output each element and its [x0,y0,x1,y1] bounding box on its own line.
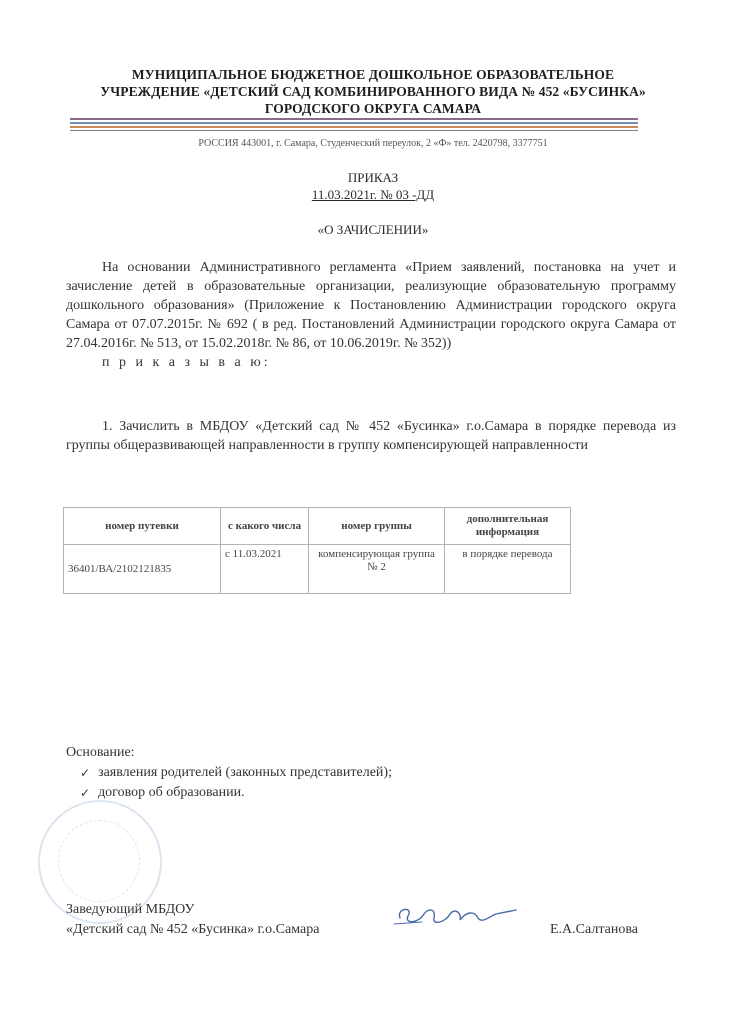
order-title: ПРИКАЗ [347,170,399,185]
header-additional-info: дополнительная информация [444,508,570,545]
grounds-item-2: договор об образовании. [98,785,245,800]
header-rule-1 [70,118,638,120]
list-item [80,763,392,783]
enrollment-table [63,507,571,594]
grounds-block [66,743,392,803]
header-rule-4 [70,130,638,131]
item-1-block [66,417,676,455]
signatory-position [66,900,319,940]
cell-additional-info: в порядке перевода [444,545,570,594]
header-group-number: номер группы [309,508,445,545]
basis-paragraph-block [66,258,676,372]
address-line: РОССИЯ 443001, г. Самара, Студенческий переулок, 2 «Ф» тел. 2420798, 3377751 [198,138,548,149]
cell-group-number: компенсирующая группа № 2 [309,545,445,594]
signatory-position-line-2: «Детский сад № 452 «Бусинка» г.о.Самара [66,922,320,937]
order-subject: «О ЗАЧИСЛЕНИИ» [317,222,429,237]
header-line-1: МУНИЦИПАЛЬНОЕ БЮДЖЕТНОЕ ДОШКОЛЬНОЕ ОБРАЗОВАТЕЛЬНОЕ [131,67,615,82]
header-line-3: ГОРОДСКОГО ОКРУГА САМАРА [264,101,482,116]
organization-header [60,66,686,117]
check-icon: ✓ [80,786,91,800]
check-icon: ✓ [80,766,91,780]
order-number: 11.03.2021г. № 03 -ДД [311,187,435,202]
header-voucher-number: номер путевки [64,508,221,545]
cell-voucher-number: 36401/ВА/2102121835 [64,545,221,594]
table-row [64,545,571,594]
basis-paragraph: На основании Административного регламента «Прием заявлений, постановка на учет и зачисление детей в образовательные организации, реализующие образовательную программу дошкольного образования» (Приложение к Постановлению Администрации городского округа Самара от 07.07.2015г. № 692 ( в ред. Постановлений Администрации городского округа Самара от 27.04.2016г. № 513, от 15.02.2018г. № 86, от 10.06.2019г. № 352)) [66,260,676,351]
order-word: п р и к а з ы в а ю: [102,355,271,370]
item-1-text: 1. Зачислить в МБДОУ «Детский сад № 452 «Бусинка» г.о.Самара в порядке перевода из группы общеразвивающей направленности в группу компенсирующей направленности [66,419,676,453]
header-rule-2 [70,122,638,124]
grounds-list [66,763,392,803]
signatory-name: Е.А.Салтанова [550,922,638,937]
grounds-item-1: заявления родителей (законных представителей); [98,765,392,780]
list-item [80,783,392,803]
stamp-seal-inner [58,820,140,902]
grounds-label: Основание: [66,745,135,760]
header-rule-3 [70,126,638,128]
signatory-position-line-1: Заведующий МБДОУ [66,902,195,917]
table-header-row [64,508,571,545]
order-number-wrap [60,187,686,203]
handwritten-signature [392,898,522,934]
header-line-2: УЧРЕЖДЕНИЕ «ДЕТСКИЙ САД КОМБИНИРОВАННОГО ВИДА № 452 «БУСИНКА» [100,84,646,99]
cell-start-date: с 11.03.2021 [220,545,308,594]
header-start-date: с какого числа [220,508,308,545]
